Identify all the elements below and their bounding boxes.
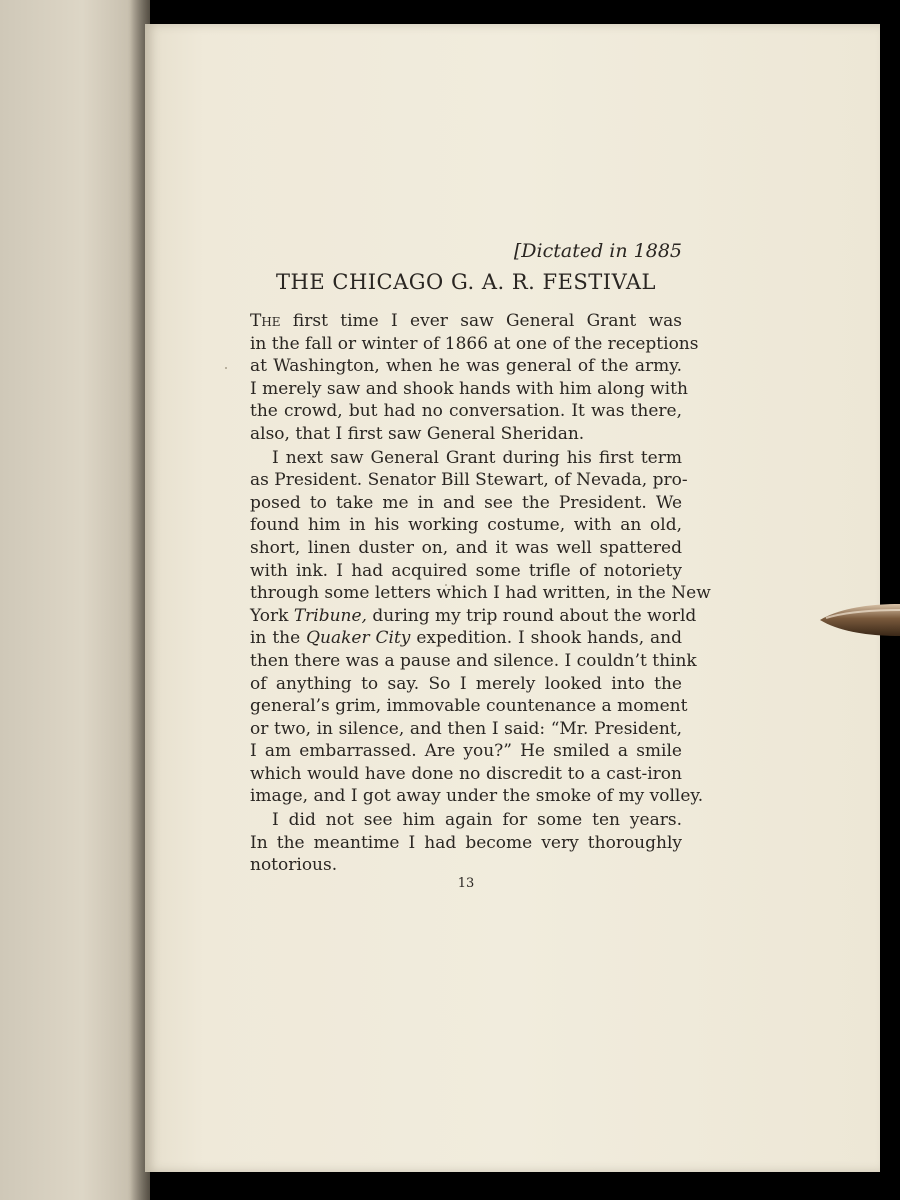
text-line: at Washington, when he was general of the army. [250, 356, 682, 377]
text-line: in the fall or winter of 1866 at one of the receptions [250, 333, 699, 354]
text-line: through some letters which I had written, in the New [250, 583, 711, 604]
text-line: In the meantime I had become very thoroughly [250, 832, 682, 853]
text-line: then there was a pause and silence. I couldn’t think [250, 650, 697, 671]
bookmark-icon [820, 600, 900, 640]
paper-speck [225, 367, 227, 369]
dictation-note: [Dictated in 1885 [513, 240, 682, 262]
paragraph-3 [250, 809, 682, 877]
ship-name: Quaker City [306, 628, 411, 649]
text-line: also, that I first saw General Sheridan. [250, 423, 585, 444]
chapter-title: THE CHICAGO G. A. R. FESTIVAL [276, 270, 656, 294]
text-line: I next saw General Grant during his first term [272, 447, 682, 468]
text-line: which would have done no discredit to a cast-iron [250, 763, 682, 784]
newspaper-title: Tribune, [293, 605, 367, 626]
text-line: found him in his working costume, with an old, [250, 515, 682, 536]
text-line: The first time I ever saw General Grant was [250, 311, 682, 331]
text-line: notorious. [250, 855, 338, 876]
text-line: as President. Senator Bill Stewart, of Nevada, pro- [250, 470, 688, 491]
text-line: image, and I got away under the smoke of my volley. [250, 786, 704, 807]
text-line: York Tribune, during my trip round about the world [250, 605, 697, 626]
text-line: of anything to say. So I merely looked into the [250, 673, 682, 694]
text-line: I did not see him again for some ten years. [272, 810, 682, 831]
paragraph-1 [250, 310, 699, 446]
text-line: I am embarrassed. Are you?” He smiled a smile [250, 741, 682, 762]
page-number: 13 [457, 876, 475, 891]
text-line: posed to take me in and see the President. We [250, 492, 682, 513]
body-text [250, 310, 711, 877]
text-line: the crowd, but had no conversation. It was there, [250, 401, 682, 422]
opening-word: The [250, 311, 281, 331]
text-line: in the Quaker City expedition. I shook hands, and [250, 628, 682, 649]
text-line: with ink. I had acquired some trifle of notoriety [250, 560, 682, 581]
text-line: general’s grim, immovable countenance a moment [250, 696, 688, 717]
paragraph-2 [250, 447, 711, 809]
text-line: short, linen duster on, and it was well spattered [250, 537, 682, 558]
text-line: or two, in silence, and then I said: “Mr. President, [250, 718, 682, 739]
text-line: I merely saw and shook hands with him along with [250, 378, 688, 399]
facing-page [0, 0, 150, 1200]
